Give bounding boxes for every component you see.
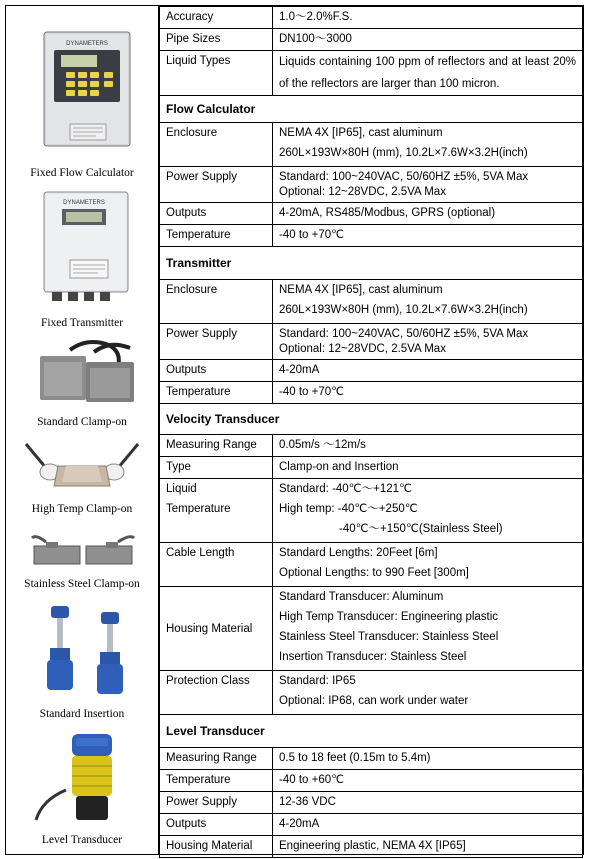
spec-label: Power Supply	[160, 324, 273, 360]
spec-value	[273, 280, 583, 324]
spec-label: Power Supply	[160, 167, 273, 203]
spec-label: Cable Length	[160, 543, 273, 587]
flow-calculator-brand: DYNAMETERS	[66, 41, 108, 47]
section-title-velocity-transducer: Velocity Transducer	[160, 404, 583, 435]
section-title-flow-calculator: Flow Calculator	[160, 96, 583, 123]
spec-label: Housing Material	[160, 587, 273, 671]
caption-level-transducer: Level Transducer	[41, 834, 123, 846]
spec-label: Protection Class	[160, 671, 273, 715]
spec-label: Measuring Range	[160, 435, 273, 457]
table-row	[160, 51, 583, 96]
spec-label: Pipe Sizes	[160, 29, 273, 51]
spec-value-line: Optional: 12~28VDC, 2.5VA Max	[279, 343, 446, 355]
table-row	[160, 167, 583, 203]
section-header	[160, 247, 583, 280]
table-row	[160, 324, 583, 360]
table-row	[160, 836, 583, 858]
section-header	[160, 404, 583, 435]
spec-value: Liquids containing 100 ppm of reflectors and at least 20% of the reflectors are larger than 100 micron.	[273, 51, 583, 96]
spec-label: Liquid Types	[160, 51, 273, 96]
spec-value-line: 260L×193W×80H (mm), 10.2L×7.6W×3.2H(inch)	[279, 147, 528, 159]
spec-value-line: Stainless Steel Transducer: Stainless Steel	[279, 631, 499, 643]
spec-value	[273, 123, 583, 167]
spec-value-line: Optional: 12~28VDC, 2.5VA Max	[279, 186, 446, 198]
spec-value-line: NEMA 4X [IP65], cast aluminum	[279, 127, 443, 139]
spec-table	[159, 6, 583, 858]
spec-value-line: Standard: 100~240VAC, 50/60HZ ±5%, 5VA Max	[279, 171, 529, 183]
spec-label: Enclosure	[160, 280, 273, 324]
spec-value-line: Optional: IP68, can work under water	[279, 695, 469, 707]
spec-value-line: -40℃～+150℃(Stainless Steel)	[339, 523, 503, 535]
spec-value: 4-20mA, RS485/Modbus, GPRS (optional)	[273, 203, 583, 225]
caption-fixed-flow-calculator: Fixed Flow Calculator	[30, 167, 134, 179]
standard-insertion-image	[6, 602, 158, 700]
table-row	[160, 7, 583, 29]
spec-label: Accuracy	[160, 7, 273, 29]
spec-label: Outputs	[160, 360, 273, 382]
caption-high-temp-clamp-on: High Temp Clamp-on	[31, 503, 133, 515]
spec-label: Power Supply	[160, 792, 273, 814]
table-row	[160, 814, 583, 836]
spec-value: -40 to +70℃	[273, 382, 583, 404]
spec-value	[273, 587, 583, 671]
table-row	[160, 479, 583, 543]
spec-value-line: Standard: IP65	[279, 675, 356, 687]
spec-value-line: Standard Lengths: 20Feet [6m]	[279, 547, 438, 559]
section-title-transmitter: Transmitter	[160, 247, 583, 280]
table-row	[160, 280, 583, 324]
spec-label: Outputs	[160, 814, 273, 836]
stainless-steel-clamp-on-image	[6, 530, 158, 574]
spec-value	[273, 479, 583, 543]
caption-stainless-steel-clamp-on: Stainless Steel Clamp-on	[24, 578, 140, 590]
table-row	[160, 435, 583, 457]
spec-value: DN100～3000	[273, 29, 583, 51]
flow-calculator-image	[6, 28, 158, 152]
table-row	[160, 587, 583, 671]
table-row	[160, 203, 583, 225]
spec-label	[160, 479, 273, 543]
table-row	[160, 770, 583, 792]
table-row	[160, 543, 583, 587]
standard-clamp-on-image	[6, 338, 158, 406]
section-title-level-transducer: Level Transducer	[160, 715, 583, 748]
table-row	[160, 29, 583, 51]
spec-label: Temperature	[160, 225, 273, 247]
spec-value: 0.05m/s ～12m/s	[273, 435, 583, 457]
spec-value: Clamp-on and Insertion	[273, 457, 583, 479]
product-images-column	[6, 6, 159, 854]
table-row	[160, 792, 583, 814]
transmitter-brand: DYNAMETERS	[63, 200, 105, 206]
spec-value: -40 to +60℃	[273, 770, 583, 792]
spec-value: 4-20mA	[273, 360, 583, 382]
spec-value: 1.0～2.0%F.S.	[273, 7, 583, 29]
spec-label: Temperature	[160, 382, 273, 404]
table-row	[160, 671, 583, 715]
caption-fixed-transmitter: Fixed Transmitter	[40, 317, 124, 329]
spec-label: Temperature	[160, 770, 273, 792]
section-header	[160, 96, 583, 123]
table-row	[160, 382, 583, 404]
spec-value-line: 260L×193W×80H (mm), 10.2L×7.6W×3.2H(inch)	[279, 304, 528, 316]
spec-value: 0.5 to 18 feet (0.15m to 5.4m)	[273, 748, 583, 770]
spec-value	[273, 167, 583, 203]
spec-value-line: High Temp Transducer: Engineering plastic	[279, 611, 499, 623]
caption-standard-clamp-on: Standard Clamp-on	[37, 416, 127, 428]
spec-value: Engineering plastic, NEMA 4X [IP65]	[273, 836, 583, 858]
spec-label: Type	[160, 457, 273, 479]
table-row	[160, 360, 583, 382]
spec-value-line: High temp: -40℃～+250℃	[279, 503, 418, 515]
spec-label-line: Liquid	[166, 483, 197, 495]
spec-label-line: Temperature	[166, 503, 231, 515]
table-row	[160, 457, 583, 479]
spec-value-line: Standard: -40℃～+121℃	[279, 483, 412, 495]
spec-label: Measuring Range	[160, 748, 273, 770]
spec-value: -40 to +70℃	[273, 225, 583, 247]
transmitter-image	[6, 188, 158, 306]
spec-sheet	[5, 5, 584, 855]
spec-value: 4-20mA	[273, 814, 583, 836]
spec-value	[273, 543, 583, 587]
spec-value-line: Standard Transducer: Aluminum	[279, 591, 444, 603]
table-row	[160, 225, 583, 247]
spec-value-line: NEMA 4X [IP65], cast aluminum	[279, 284, 443, 296]
spec-value-line: Insertion Transducer: Stainless Steel	[279, 651, 467, 663]
spec-label: Enclosure	[160, 123, 273, 167]
spec-value	[273, 671, 583, 715]
high-temp-clamp-on-image	[6, 436, 158, 498]
table-row	[160, 748, 583, 770]
spec-label: Housing Material	[160, 836, 273, 858]
level-transducer-image	[6, 730, 158, 826]
spec-value	[273, 324, 583, 360]
spec-value-line: Optional Lengths: to 990 Feet [300m]	[279, 567, 469, 579]
table-row	[160, 123, 583, 167]
section-header	[160, 715, 583, 748]
caption-standard-insertion: Standard Insertion	[39, 708, 125, 720]
spec-value: 12-36 VDC	[273, 792, 583, 814]
spec-table-column	[159, 6, 583, 858]
spec-label: Outputs	[160, 203, 273, 225]
spec-value-line: Standard: 100~240VAC, 50/60HZ ±5%, 5VA Max	[279, 328, 529, 340]
